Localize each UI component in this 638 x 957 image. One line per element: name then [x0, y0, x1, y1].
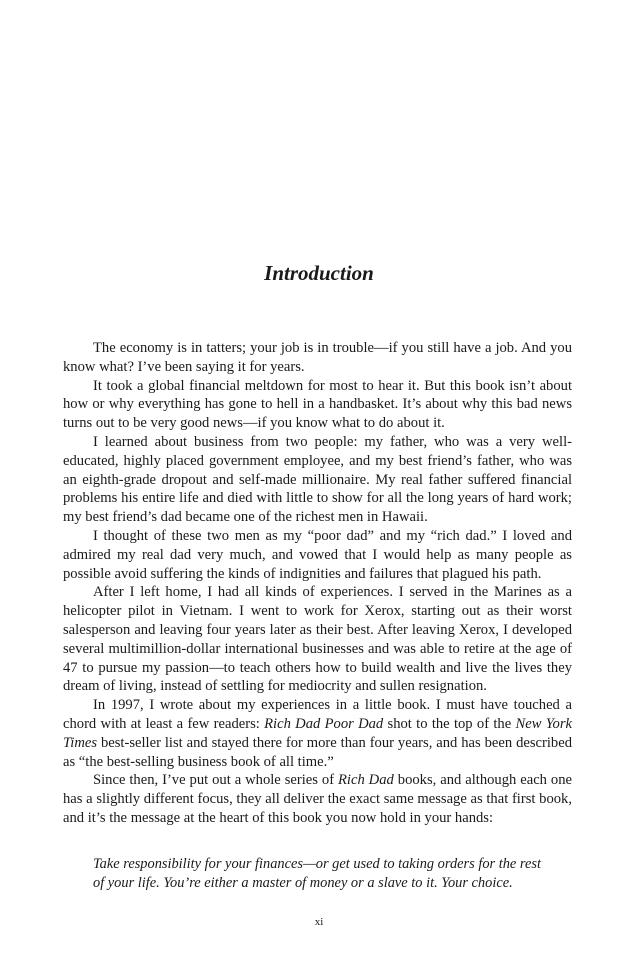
paragraph-6 — [63, 696, 572, 771]
chapter-title: Introduction — [264, 261, 374, 285]
quote-line-1: Take responsibility for your finances—or get used to taking orders for the rest — [93, 856, 541, 872]
series-title-rich-dad: Rich Dad — [338, 772, 394, 789]
paragraph-2: It took a global financial meltdown for most to hear it. But this book isn’t about how or why everything has gone to hell in a handbasket. It’s about why this bad news turns out to be very good news—if you know what to do about it. — [63, 377, 572, 432]
book-title-rich-dad-poor-dad: Rich Dad Poor Dad — [264, 715, 384, 732]
body-text — [63, 339, 572, 828]
paragraph-5: After I left home, I had all kinds of experiences. I served in the Marines as a helicopter pilot in Vietnam. I went to work for Xerox, starting out as their worst salesperson and leaving four years later as their best. After leaving Xerox, I developed several multimillion-dollar international businesses and was able to retire at the age of 47 to pursue my passion—to teach others how to build wealth and live the lives they dream of living, instead of settling for mediocrity and sullen resignation. — [63, 584, 572, 695]
quote-line-2: of your life. You’re either a master of money or a slave to it. Your choice. — [93, 874, 513, 891]
paragraph-6-text-c: best-seller list and stayed there for more than four years, and has been described as “the best-selling business book of all time.” — [63, 734, 572, 770]
paragraph-1: The economy is in tatters; your job is in trouble—if you still have a job. And you know what? I’ve been saying it for years. — [63, 340, 572, 375]
paragraph-6-text-a: In 1997, I wrote about my experiences in a little book. I must have touched a chord with at least a few readers: — [63, 697, 572, 732]
paragraph-6-text-b: shot to the top of the — [383, 715, 516, 732]
page-number: xi — [314, 916, 324, 928]
paragraph-7-text-a: Since then, I’ve put out a whole series of — [93, 772, 338, 789]
paragraph-3: I learned about business from two people: my father, who was a very well-educated, highly placed government employee, and my best friend’s father, who was an eighth-grade dropout and self-made millionaire. My real father suffered financial problems his entire life and died with little to show for all the long years of hard work; my best friend’s dad became one of the richest men in Hawaii. — [63, 433, 572, 526]
publication-title-nyt: New York Times — [63, 715, 572, 751]
key-message-quote — [93, 855, 553, 893]
paragraph-7 — [63, 771, 572, 827]
paragraph-7-text-b: books, and although each one has a slightly different focus, they all deliver the exact same message as that first book, and it’s the message at the heart of this book you now hold in your hands: — [63, 772, 572, 826]
paragraph-4: I thought of these two men as my “poor dad” and my “rich dad.” I loved and admired my real dad very much, and vowed that I would help as many people as possible avoid suffering the kinds of indignities and failures that plagued his path. — [63, 527, 572, 582]
